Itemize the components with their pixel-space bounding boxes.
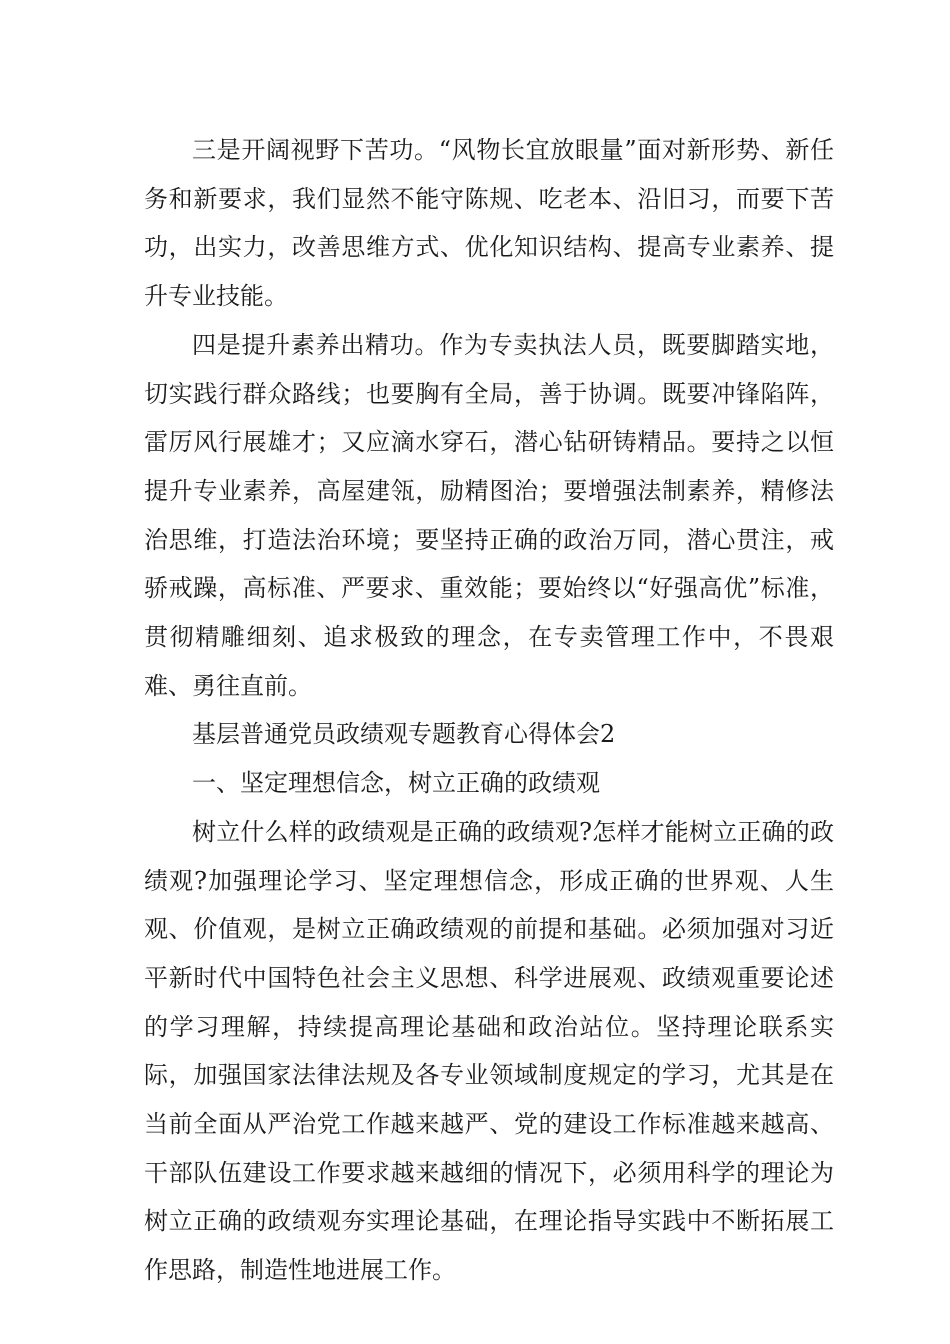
subsection-title: 一、坚定理想信念，树立正确的政绩观 (192, 769, 600, 798)
paragraph-four-refinement: 四是提升素养出精功。作为专卖执法人员，既要脚踏实地，切实践行群众路线；也要胸有全局，善于协调。既要冲锋陷阵，雷厉风行展雄才；又应滴水穿石，潜心钻研铸精品。要持之以恒提升专业素养，高屋建瓴，励精图治；要增强法制素养，精修法治思维，打造法治环境；要坚持正确的政治万同，潜心贯注，戒骄戒躁，高标准、严要求、重效能；要始终以“好强高优”标准，贯彻精雕细刻、追求极致的理念，在专卖管理工作中，不畏艰难、勇往直前。 (144, 330, 834, 700)
section-title: 基层普通党员政绩观专题教育心得体会2 (192, 720, 616, 749)
paragraph-three-hard-work: 三是开阔视野下苦功。“风物长宜放眼量”面对新形势、新任务和新要求，我们显然不能守陈规、吃老本、沿旧习，而要下苦功，出实力，改善思维方式、优化知识结构、提高专业素养、提升专业技能。 (144, 136, 834, 311)
document-content (144, 126, 834, 1295)
paragraph-body: 树立什么样的政绩观是正确的政绩观?怎样才能树立正确的政绩观?加强理论学习、坚定理想信念，形成正确的世界观、人生观、价值观，是树立正确政绩观的前提和基础。必须加强对习近平新时代中国特色社会主义思想、科学进展观、政绩观重要论述的学习理解，持续提高理论基础和政治站位。坚持理论联系实际，加强国家法律法规及各专业领域制度规定的学习，尤其是在当前全面从严治党工作越来越严、党的建设工作标准越来越高、干部队伍建设工作要求越来越细的情况下，必须用科学的理论为树立正确的政绩观夯实理论基础，在理论指导实践中不断拓展工作思路，制造性地进展工作。 (144, 817, 834, 1285)
